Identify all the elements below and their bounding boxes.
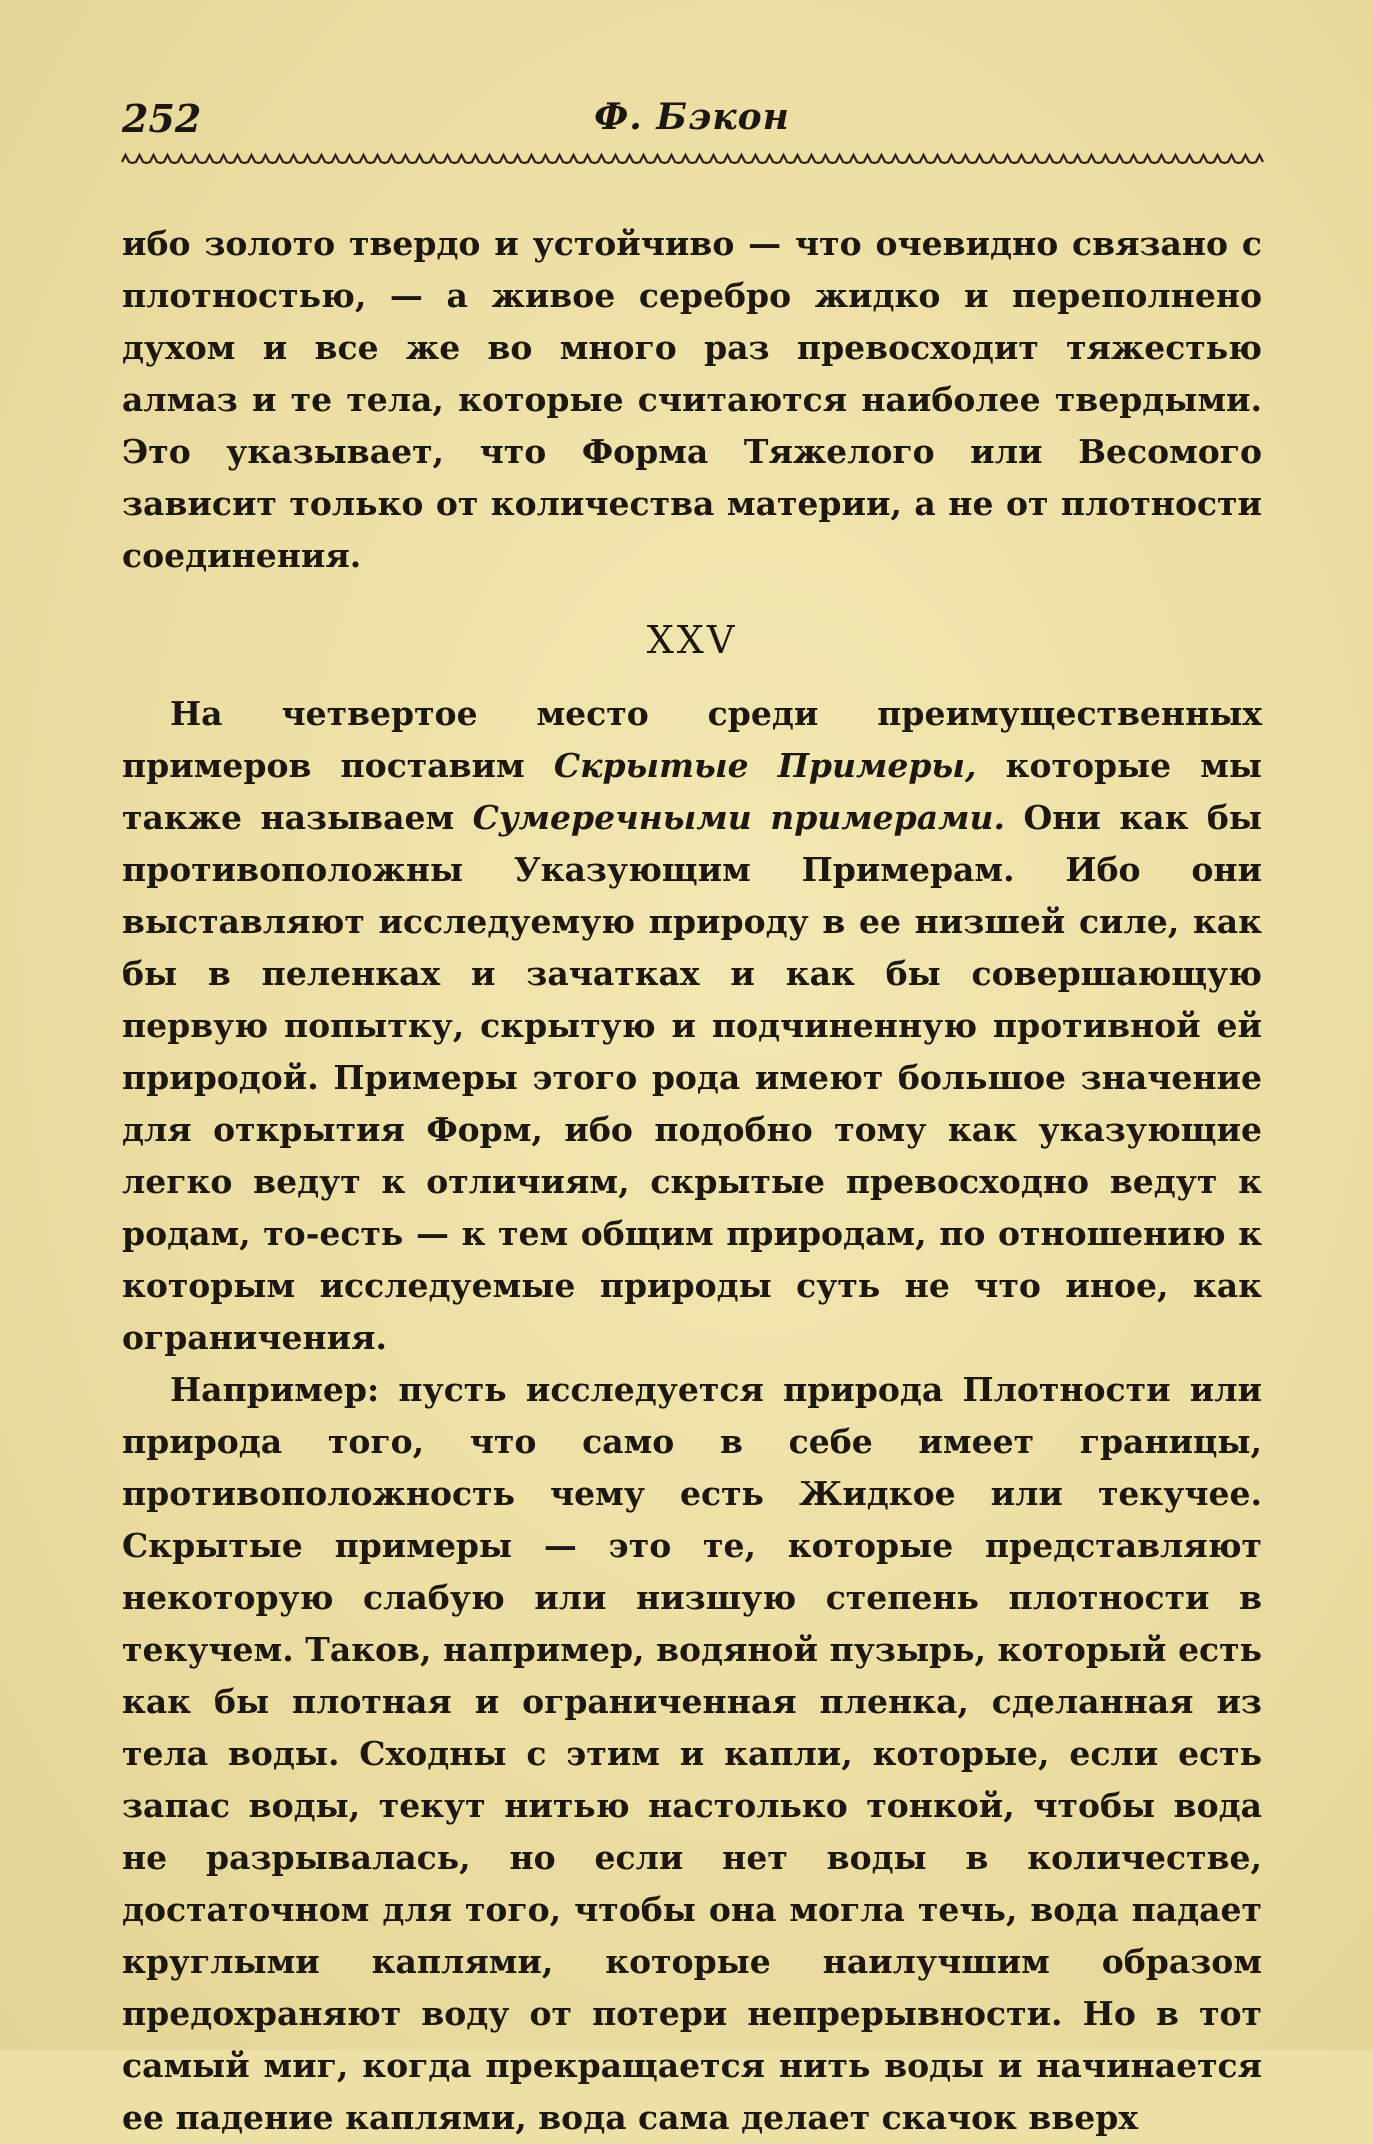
paragraph-text-start: На четвертое место среди преимущественных примеров поставим (122, 694, 1262, 785)
page-number: 252 (122, 96, 202, 141)
italic-term-hidden-instances: Скрытые Примеры, (553, 746, 977, 785)
paragraph-continued: ибо золото твердо и устойчиво — что очевидно связано с плотностью, — а живое серебро жидко и переполнено духом и все же во много раз превосходит тяжестью алмаз и те тела, которые считаются наиболее твердыми. Это указывает, что Форма Тяжелого или Весомого зависит только от количества материи, а не от плотности соединения. (122, 224, 1262, 575)
ornamental-rule (122, 152, 1262, 166)
paragraph-text-mid: которые мы также называем (122, 746, 1262, 837)
page-header (122, 96, 1262, 146)
paragraph-text-end: Они как бы противоположны Указующим Примерам. Ибо они выставляют исследуемую природу в ее низшей силе, как бы в пеленках и зачатках и как бы совершающую первую попытку, скрытую и подчиненную противной ей природой. Примеры этого рода имеют большое значение для открытия Форм, ибо подобно тому как указующие легко ведут к отличиям, скрытые превосходно ведут к родам, то-есть — к тем общим природам, по отношению к которым исследуемые природы суть не что иное, как ограничения. (122, 798, 1263, 1357)
italic-term-twilight-instances: Сумеречными примерами. (472, 798, 1005, 837)
running-head: Ф. Бэкон (594, 96, 790, 138)
section-heading: XXV (646, 618, 738, 662)
paragraph-example-density: Например: пусть исследуется природа Плотности или природа того, что само в себе имеет границы, противоположность чему есть Жидкое или текучее. Скрытые примеры — это те, которые представляют некоторую слабую или низшую степень плотности в текучем. Таков, например, водяной пузырь, который есть как бы плотная и ограниченная пленка, сделанная из тела воды. Сходны с этим и капли, которые, если есть запас воды, текут нитью настолько тонкой, чтобы вода не разрывалась, но если нет воды в количестве, достаточном для того, чтобы она могла течь, вода падает круглыми каплями, которые наилучшим образом предохраняют воду от потери непрерывности. Но в тот самый миг, когда прекращается нить воды и начинается ее падение каплями, вода сама делает скачок вверх (122, 1370, 1262, 2137)
paragraph-hidden-instances (122, 688, 1262, 1364)
page-content (122, 218, 1262, 2144)
